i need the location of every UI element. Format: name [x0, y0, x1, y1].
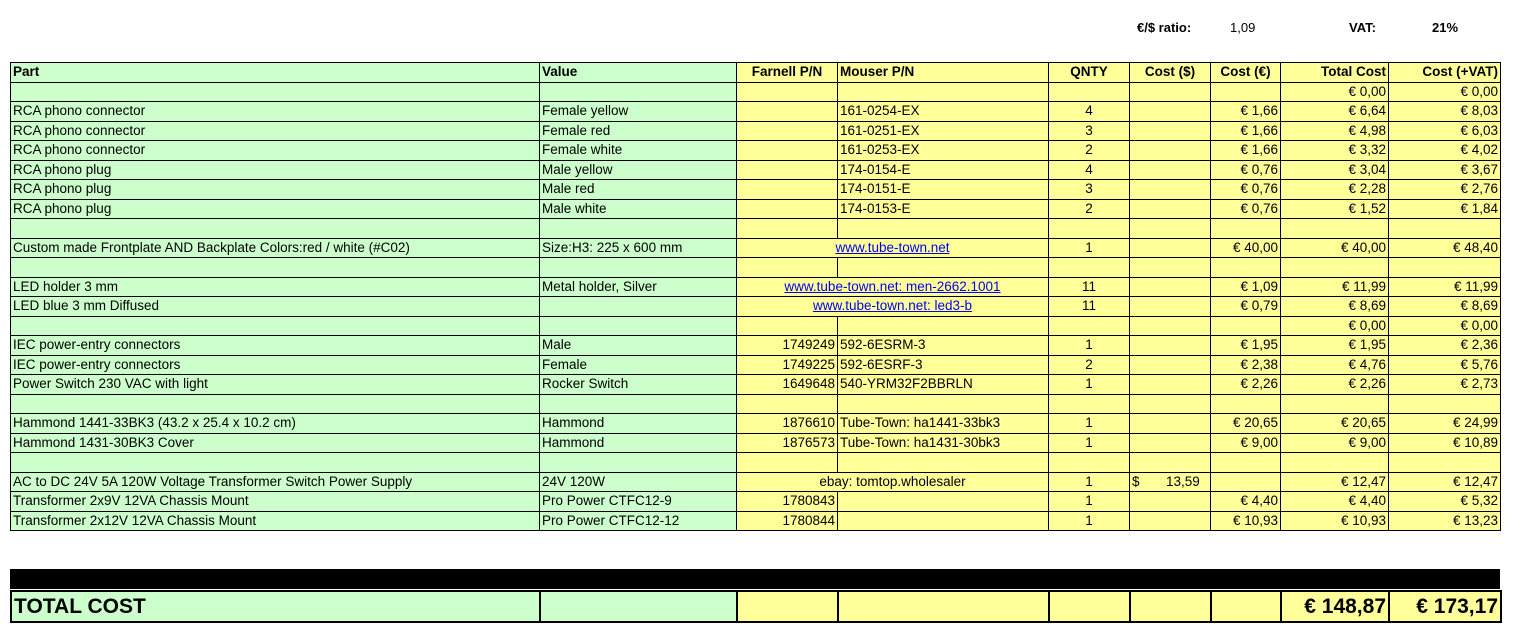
total-cost-cell[interactable]: € 10,93: [1281, 511, 1389, 531]
cost-usd-cell[interactable]: [1130, 511, 1211, 531]
total-cost-cell[interactable]: € 11,99: [1281, 277, 1389, 297]
cost-vat-cell[interactable]: € 13,23: [1389, 511, 1501, 531]
vat-value[interactable]: 21%: [1432, 20, 1459, 35]
farnell-pn-cell[interactable]: [737, 102, 838, 122]
cost-usd-cell[interactable]: [1130, 375, 1211, 395]
qnty-cell[interactable]: 11: [1049, 297, 1130, 317]
total-row: [11, 591, 1501, 622]
mouser-pn-cell[interactable]: [838, 453, 1049, 473]
col-header-value: Value: [540, 63, 737, 83]
cost-eur-cell[interactable]: € 0,79: [1211, 297, 1281, 317]
part-cell[interactable]: Transformer 2x9V 12VA Chassis Mount: [11, 492, 540, 512]
cost-eur-cell[interactable]: € 1,66: [1211, 141, 1281, 161]
total-cost-cell[interactable]: € 4,40: [1281, 492, 1389, 512]
part-cell[interactable]: [11, 453, 540, 473]
farnell-pn-cell[interactable]: [737, 316, 838, 336]
cost-vat-cell[interactable]: € 10,89: [1389, 433, 1501, 453]
mouser-pn-cell[interactable]: Tube-Town: ha1431-30bk3: [838, 433, 1049, 453]
header-row: [11, 63, 1501, 83]
cost-usd-cell[interactable]: [1130, 102, 1211, 122]
total-cost-cell[interactable]: [1281, 394, 1389, 414]
total-cost-value[interactable]: € 148,87: [1281, 591, 1389, 622]
qnty-cell[interactable]: [1049, 316, 1130, 336]
qnty-cell[interactable]: [1049, 82, 1130, 102]
cost-vat-cell[interactable]: € 3,67: [1389, 160, 1501, 180]
part-cell[interactable]: AC to DC 24V 5A 120W Voltage Transformer Switch Power Supply: [11, 472, 540, 492]
total-cost-cell[interactable]: € 6,64: [1281, 102, 1389, 122]
value-cell[interactable]: [540, 258, 737, 278]
table-row: [11, 238, 1501, 258]
farnell-pn-cell[interactable]: [737, 121, 838, 141]
cost-usd-cell[interactable]: [1130, 141, 1211, 161]
cost-usd-cell[interactable]: [1130, 219, 1211, 239]
col-header-cost-usd: Cost ($): [1130, 63, 1211, 83]
usd-value: 13,59: [1166, 473, 1200, 489]
farnell-pn-cell[interactable]: 1876610: [737, 414, 838, 434]
value-cell[interactable]: Rocker Switch: [540, 375, 737, 395]
cost-usd-cell[interactable]: [1130, 160, 1211, 180]
mouser-pn-cell[interactable]: [838, 219, 1049, 239]
cost-vat-cell[interactable]: € 2,73: [1389, 375, 1501, 395]
cost-eur-cell[interactable]: € 1,09: [1211, 277, 1281, 297]
cost-vat-cell[interactable]: € 5,32: [1389, 492, 1501, 512]
part-cell[interactable]: [11, 258, 540, 278]
table-row: [11, 336, 1501, 356]
qnty-cell[interactable]: 1: [1049, 511, 1130, 531]
farnell-pn-cell[interactable]: [737, 180, 838, 200]
qnty-cell[interactable]: 2: [1049, 199, 1130, 219]
total-cost-cell[interactable]: € 8,69: [1281, 297, 1389, 317]
cost-usd-cell[interactable]: [1130, 199, 1211, 219]
cost-usd-cell[interactable]: [1130, 433, 1211, 453]
cost-usd-cell[interactable]: [1130, 453, 1211, 473]
qnty-cell[interactable]: 1: [1049, 375, 1130, 395]
supplier-link-cell[interactable]: ebay: tomtop.wholesaler: [737, 472, 1049, 492]
total-cost-cell[interactable]: € 40,00: [1281, 238, 1389, 258]
cost-vat-cell[interactable]: € 0,00: [1389, 316, 1501, 336]
total-cost-cell[interactable]: € 12,47: [1281, 472, 1389, 492]
value-cell[interactable]: Female white: [540, 141, 737, 161]
supplier-link-cell[interactable]: [737, 297, 1049, 317]
total-label: TOTAL COST: [11, 591, 540, 622]
part-cell[interactable]: [11, 219, 540, 239]
part-cell[interactable]: RCA phono connector: [11, 121, 540, 141]
part-cell[interactable]: [11, 394, 540, 414]
cost-usd-cell[interactable]: [1130, 394, 1211, 414]
mouser-pn-cell[interactable]: 161-0254-EX: [838, 102, 1049, 122]
total-cost-cell[interactable]: [1281, 453, 1389, 473]
mouser-pn-cell[interactable]: [838, 492, 1049, 512]
farnell-pn-cell[interactable]: [737, 258, 838, 278]
mouser-pn-cell[interactable]: [838, 394, 1049, 414]
farnell-pn-cell[interactable]: [737, 394, 838, 414]
mouser-pn-cell[interactable]: 540-YRM32F2BBRLN: [838, 375, 1049, 395]
total-cost-cell[interactable]: € 0,00: [1281, 82, 1389, 102]
value-cell[interactable]: [540, 219, 737, 239]
part-cell[interactable]: Power Switch 230 VAC with light: [11, 375, 540, 395]
ratio-value[interactable]: 1,09: [1230, 20, 1256, 35]
cost-eur-cell[interactable]: € 40,00: [1211, 238, 1281, 258]
value-cell[interactable]: [540, 297, 737, 317]
mouser-pn-cell[interactable]: 592-6ESRF-3: [838, 355, 1049, 375]
cost-eur-cell[interactable]: € 20,65: [1211, 414, 1281, 434]
table-row: [11, 414, 1501, 434]
cost-vat-cell[interactable]: [1389, 219, 1501, 239]
mouser-pn-cell[interactable]: [838, 316, 1049, 336]
cost-vat-cell[interactable]: [1389, 453, 1501, 473]
farnell-pn-cell[interactable]: [737, 160, 838, 180]
cost-eur-cell[interactable]: € 9,00: [1211, 433, 1281, 453]
part-cell[interactable]: Hammond 1431-30BK3 Cover: [11, 433, 540, 453]
cost-vat-cell[interactable]: € 4,02: [1389, 141, 1501, 161]
table-row: [11, 141, 1501, 161]
part-cell[interactable]: LED blue 3 mm Diffused: [11, 297, 540, 317]
cost-usd-cell[interactable]: [1130, 82, 1211, 102]
cost-usd-cell[interactable]: [1130, 238, 1211, 258]
cost-vat-cell[interactable]: € 8,03: [1389, 102, 1501, 122]
mouser-pn-cell[interactable]: 174-0153-E: [838, 199, 1049, 219]
qnty-cell[interactable]: 2: [1049, 141, 1130, 161]
cost-usd-cell[interactable]: [1130, 472, 1211, 492]
qnty-cell[interactable]: [1049, 394, 1130, 414]
value-cell[interactable]: Male red: [540, 180, 737, 200]
value-cell[interactable]: Hammond: [540, 433, 737, 453]
farnell-pn-cell[interactable]: 1780844: [737, 511, 838, 531]
total-cost-cell[interactable]: € 0,00: [1281, 316, 1389, 336]
value-cell[interactable]: 24V 120W: [540, 472, 737, 492]
cost-vat-cell[interactable]: [1389, 258, 1501, 278]
mouser-pn-cell[interactable]: 161-0251-EX: [838, 121, 1049, 141]
total-empty-cell[interactable]: [1130, 591, 1211, 622]
cost-usd-cell[interactable]: [1130, 297, 1211, 317]
qnty-cell[interactable]: [1049, 453, 1130, 473]
total-cost-cell[interactable]: € 2,26: [1281, 375, 1389, 395]
table-row: [11, 82, 1501, 102]
part-cell[interactable]: RCA phono connector: [11, 102, 540, 122]
value-cell[interactable]: Hammond: [540, 414, 737, 434]
cost-usd-cell[interactable]: [1130, 492, 1211, 512]
value-cell[interactable]: [540, 394, 737, 414]
farnell-pn-cell[interactable]: 1749249: [737, 336, 838, 356]
part-cell[interactable]: [11, 82, 540, 102]
table-row: [11, 121, 1501, 141]
farnell-pn-cell[interactable]: 1876573: [737, 433, 838, 453]
cost-eur-cell[interactable]: [1211, 394, 1281, 414]
total-empty-cell[interactable]: [737, 591, 838, 622]
mouser-pn-cell[interactable]: 161-0253-EX: [838, 141, 1049, 161]
col-header-cost-vat: Cost (+VAT): [1389, 63, 1501, 83]
cost-vat-cell[interactable]: € 0,00: [1389, 82, 1501, 102]
table-row: [11, 258, 1501, 278]
total-empty-cell[interactable]: [838, 591, 1049, 622]
qnty-cell[interactable]: 1: [1049, 433, 1130, 453]
farnell-pn-cell[interactable]: [737, 219, 838, 239]
total-empty-cell[interactable]: [1049, 591, 1130, 622]
qnty-cell[interactable]: 2: [1049, 355, 1130, 375]
col-header-farnell: Farnell P/N: [737, 63, 838, 83]
value-cell[interactable]: [540, 316, 737, 336]
part-cell[interactable]: Hammond 1441-33BK3 (43.2 x 25.4 x 10.2 cm): [11, 414, 540, 434]
cost-usd-cell[interactable]: [1130, 277, 1211, 297]
part-cell[interactable]: Custom made Frontplate AND Backplate Colors:red / white (#C02): [11, 238, 540, 258]
table-row: [11, 453, 1501, 473]
part-cell[interactable]: IEC power-entry connectors: [11, 355, 540, 375]
cost-usd-cell[interactable]: [1130, 336, 1211, 356]
cost-eur-cell[interactable]: € 1,66: [1211, 102, 1281, 122]
part-cell[interactable]: IEC power-entry connectors: [11, 336, 540, 356]
part-cell[interactable]: Transformer 2x12V 12VA Chassis Mount: [11, 511, 540, 531]
qnty-cell[interactable]: 1: [1049, 336, 1130, 356]
table-row: [11, 180, 1501, 200]
cost-vat-cell[interactable]: € 24,99: [1389, 414, 1501, 434]
mouser-pn-cell[interactable]: Tube-Town: ha1441-33bk3: [838, 414, 1049, 434]
cost-vat-cell[interactable]: € 2,36: [1389, 336, 1501, 356]
total-empty-cell[interactable]: [1211, 591, 1281, 622]
cost-eur-cell[interactable]: € 10,93: [1211, 511, 1281, 531]
usd-symbol: $: [1132, 473, 1140, 489]
cost-eur-cell[interactable]: € 1,95: [1211, 336, 1281, 356]
cost-vat-cell[interactable]: € 1,84: [1389, 199, 1501, 219]
value-cell[interactable]: Metal holder, Silver: [540, 277, 737, 297]
total-vat-value[interactable]: € 173,17: [1389, 591, 1501, 622]
part-cell[interactable]: RCA phono plug: [11, 160, 540, 180]
cost-usd-cell[interactable]: [1130, 121, 1211, 141]
table-row: [11, 297, 1501, 317]
cost-eur-cell[interactable]: [1211, 82, 1281, 102]
mouser-pn-cell[interactable]: 592-6ESRM-3: [838, 336, 1049, 356]
table-row: [11, 492, 1501, 512]
supplier-link[interactable]: www.tube-town.net: [835, 239, 950, 255]
cost-eur-cell[interactable]: [1211, 258, 1281, 278]
cost-eur-cell[interactable]: € 0,76: [1211, 160, 1281, 180]
cost-usd-cell[interactable]: [1130, 258, 1211, 278]
value-cell[interactable]: Pro Power CTFC12-12: [540, 511, 737, 531]
cost-vat-cell[interactable]: € 6,03: [1389, 121, 1501, 141]
col-header-cost-eur: Cost (€): [1211, 63, 1281, 83]
farnell-pn-cell[interactable]: [737, 453, 838, 473]
table-row: [11, 316, 1501, 336]
mouser-pn-cell[interactable]: 174-0154-E: [838, 160, 1049, 180]
cost-eur-cell[interactable]: [1211, 219, 1281, 239]
total-cost-cell[interactable]: [1281, 258, 1389, 278]
part-cell[interactable]: LED holder 3 mm: [11, 277, 540, 297]
mouser-pn-cell[interactable]: [838, 511, 1049, 531]
qnty-cell[interactable]: 3: [1049, 180, 1130, 200]
farnell-pn-cell[interactable]: 1780843: [737, 492, 838, 512]
value-cell[interactable]: Pro Power CTFC12-9: [540, 492, 737, 512]
qnty-cell[interactable]: 11: [1049, 277, 1130, 297]
table-row: [11, 199, 1501, 219]
part-cell[interactable]: RCA phono plug: [11, 199, 540, 219]
table-row: [11, 160, 1501, 180]
vat-label: VAT:: [1349, 20, 1376, 35]
farnell-pn-cell[interactable]: [737, 141, 838, 161]
qnty-cell[interactable]: [1049, 219, 1130, 239]
qnty-cell[interactable]: 1: [1049, 414, 1130, 434]
cost-eur-cell[interactable]: € 2,38: [1211, 355, 1281, 375]
value-cell[interactable]: Female red: [540, 121, 737, 141]
cost-eur-cell[interactable]: € 0,76: [1211, 180, 1281, 200]
cost-eur-cell[interactable]: [1211, 453, 1281, 473]
total-empty-cell[interactable]: [540, 591, 737, 622]
total-cost-cell[interactable]: € 9,00: [1281, 433, 1389, 453]
total-table: [10, 590, 1502, 623]
col-header-qnty: QNTY: [1049, 63, 1130, 83]
cost-vat-cell[interactable]: € 11,99: [1389, 277, 1501, 297]
supplier-link-cell[interactable]: [737, 277, 1049, 297]
supplier-link[interactable]: www.tube-town.net: led3-b: [812, 298, 973, 314]
total-cost-cell[interactable]: € 2,28: [1281, 180, 1389, 200]
ratio-label: €/$ ratio:: [1137, 20, 1192, 35]
cost-eur-cell[interactable]: € 0,76: [1211, 199, 1281, 219]
farnell-pn-cell[interactable]: 1749225: [737, 355, 838, 375]
part-cell[interactable]: RCA phono connector: [11, 141, 540, 161]
table-row: [11, 277, 1501, 297]
value-cell[interactable]: Female yellow: [540, 102, 737, 122]
col-header-mouser: Mouser P/N: [838, 63, 1049, 83]
table-row: [11, 375, 1501, 395]
table-row: [11, 219, 1501, 239]
qnty-cell[interactable]: [1049, 258, 1130, 278]
cost-vat-cell[interactable]: € 8,69: [1389, 297, 1501, 317]
farnell-pn-cell[interactable]: [737, 82, 838, 102]
cost-eur-cell[interactable]: € 2,26: [1211, 375, 1281, 395]
table-row: [11, 102, 1501, 122]
total-cost-cell[interactable]: € 20,65: [1281, 414, 1389, 434]
cost-vat-cell[interactable]: € 48,40: [1389, 238, 1501, 258]
total-cost-cell[interactable]: € 1,95: [1281, 336, 1389, 356]
supplier-link-cell[interactable]: [737, 238, 1049, 258]
col-header-part: Part: [11, 63, 540, 83]
cost-eur-cell[interactable]: € 1,66: [1211, 121, 1281, 141]
total-cost-cell[interactable]: € 3,32: [1281, 141, 1389, 161]
cost-eur-cell[interactable]: € 4,40: [1211, 492, 1281, 512]
cost-usd-cell[interactable]: [1130, 180, 1211, 200]
table-row: [11, 394, 1501, 414]
cost-eur-cell[interactable]: [1211, 472, 1281, 492]
cost-vat-cell[interactable]: [1389, 394, 1501, 414]
total-cost-cell[interactable]: [1281, 219, 1389, 239]
total-cost-cell[interactable]: € 4,98: [1281, 121, 1389, 141]
total-cost-cell[interactable]: € 1,52: [1281, 199, 1389, 219]
part-cell[interactable]: [11, 316, 540, 336]
table-row: [11, 472, 1501, 492]
table-row: [11, 511, 1501, 531]
col-header-total-cost: Total Cost: [1281, 63, 1389, 83]
value-cell[interactable]: Size:H3: 225 x 600 mm: [540, 238, 737, 258]
cost-vat-cell[interactable]: € 2,76: [1389, 180, 1501, 200]
value-cell[interactable]: Female: [540, 355, 737, 375]
value-cell[interactable]: [540, 82, 737, 102]
cost-usd-cell[interactable]: [1130, 414, 1211, 434]
table-row: [11, 433, 1501, 453]
value-cell[interactable]: Male yellow: [540, 160, 737, 180]
mouser-pn-cell[interactable]: [838, 258, 1049, 278]
bom-table: [10, 62, 1501, 531]
value-cell[interactable]: Male white: [540, 199, 737, 219]
cost-eur-cell[interactable]: [1211, 316, 1281, 336]
value-cell[interactable]: [540, 453, 737, 473]
cost-vat-cell[interactable]: € 12,47: [1389, 472, 1501, 492]
table-row: [11, 355, 1501, 375]
mouser-pn-cell[interactable]: [838, 82, 1049, 102]
qnty-cell[interactable]: 1: [1049, 492, 1130, 512]
qnty-cell[interactable]: 1: [1049, 472, 1130, 492]
mouser-pn-cell[interactable]: 174-0151-E: [838, 180, 1049, 200]
value-cell[interactable]: Male: [540, 336, 737, 356]
separator-bar: [10, 569, 1500, 589]
supplier-link[interactable]: www.tube-town.net: men-2662.1001: [784, 278, 1001, 294]
cost-usd-cell[interactable]: [1130, 316, 1211, 336]
qnty-cell[interactable]: 1: [1049, 238, 1130, 258]
farnell-pn-cell[interactable]: [737, 199, 838, 219]
farnell-pn-cell[interactable]: 1649648: [737, 375, 838, 395]
total-cost-cell[interactable]: € 4,76: [1281, 355, 1389, 375]
cost-usd-cell[interactable]: [1130, 355, 1211, 375]
cost-vat-cell[interactable]: € 5,76: [1389, 355, 1501, 375]
qnty-cell[interactable]: 4: [1049, 160, 1130, 180]
qnty-cell[interactable]: 4: [1049, 102, 1130, 122]
qnty-cell[interactable]: 3: [1049, 121, 1130, 141]
part-cell[interactable]: RCA phono plug: [11, 180, 540, 200]
total-cost-cell[interactable]: € 3,04: [1281, 160, 1389, 180]
